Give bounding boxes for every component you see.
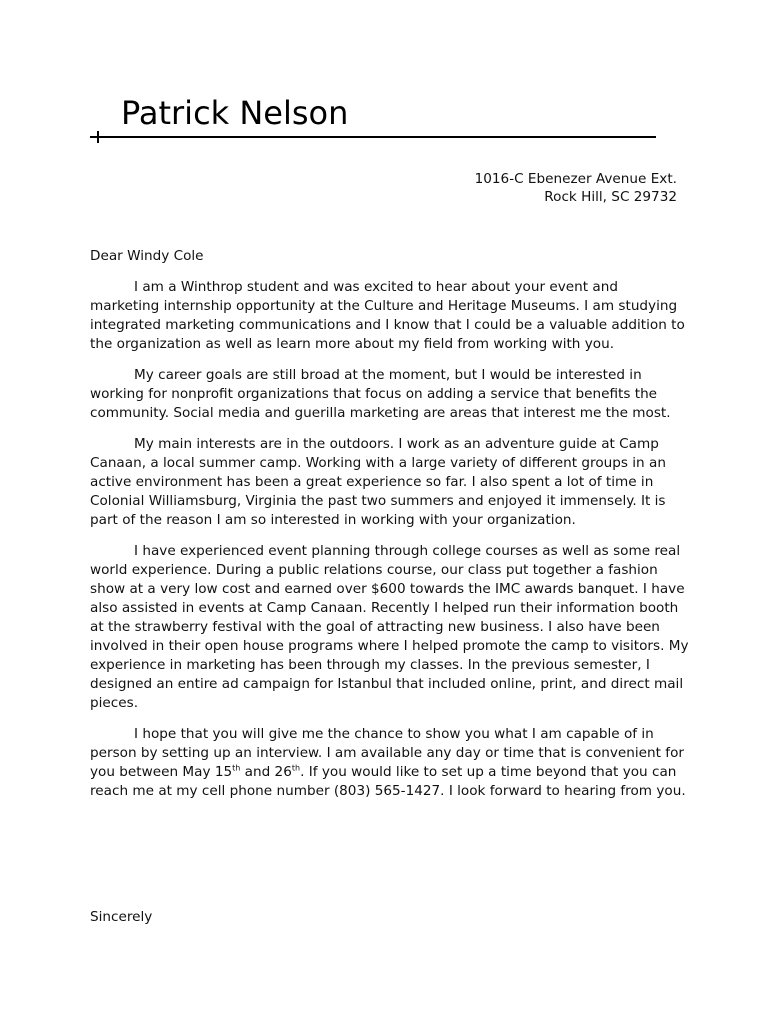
sender-address bbox=[475, 170, 677, 206]
paragraph-2: My career goals are still broad at the moment, but I would be interested in working for nonprofit organizations that focus on adding a service that benefits the community. Social media and guerilla marketing are areas that interest me the most. bbox=[90, 367, 671, 421]
paragraph-3: My main interests are in the outdoors. I work as an adventure guide at Camp Canaan, a local summer camp. Working with a large variety of different groups in an active environment has been a great experience so far. I also spent a lot of time in Colonial Williamsburg, Virginia the past two summers and enjoyed it immensely. It is part of the reason I am so interested in working with your organization. bbox=[90, 436, 666, 528]
paragraph-4: I have experienced event planning through college courses as well as some real world experience. During a public relations course, our class put together a fashion show at a very low cost and earned over $600 towards the IMC awards banquet. I have also assisted in events at Camp Canaan. Recently I helped run their information booth at the strawberry festival with the goal of attracting new business. I also have been involved in their open house programs where I helped promote the camp to visitors. My experience in marketing has been through my classes. In the previous semester, I designed an entire ad campaign for Istanbul that included online, print, and direct mail pieces. bbox=[90, 543, 689, 711]
salutation: Dear Windy Cole bbox=[90, 248, 204, 264]
closing: Sincerely bbox=[90, 909, 153, 925]
letter-body bbox=[90, 247, 690, 813]
address-line-1: 1016-C Ebenezer Avenue Ext. bbox=[474, 171, 677, 187]
sender-name: Patrick Nelson bbox=[121, 94, 349, 132]
paragraph-5-part-c: . If you would like to set up a time beyond that you can reach me at my cell phone number (803) 565-1427. I look forward to hearing from you. bbox=[90, 764, 686, 799]
ordinal-suffix-1: th bbox=[232, 763, 241, 773]
paragraph-5-part-a: I hope that you will give me the chance to show you what I am capable of in person by setting up an interview. I am available any day or time that is convenient for you between May 15 bbox=[90, 726, 684, 780]
address-line-2: Rock Hill, SC 29732 bbox=[544, 189, 677, 205]
paragraph-5-part-b: and 26 bbox=[240, 764, 292, 780]
header-rule-tick bbox=[97, 131, 99, 143]
paragraph-1: I am a Winthrop student and was excited to hear about your event and marketing internship opportunity at the Culture and Heritage Museums. I am studying integrated marketing communications and I know that I could be a valuable addition to the organization as well as learn more about my field from working with you. bbox=[90, 279, 685, 352]
header-rule bbox=[90, 136, 656, 138]
paragraph-5 bbox=[90, 725, 690, 801]
ordinal-suffix-2: th bbox=[291, 763, 301, 773]
